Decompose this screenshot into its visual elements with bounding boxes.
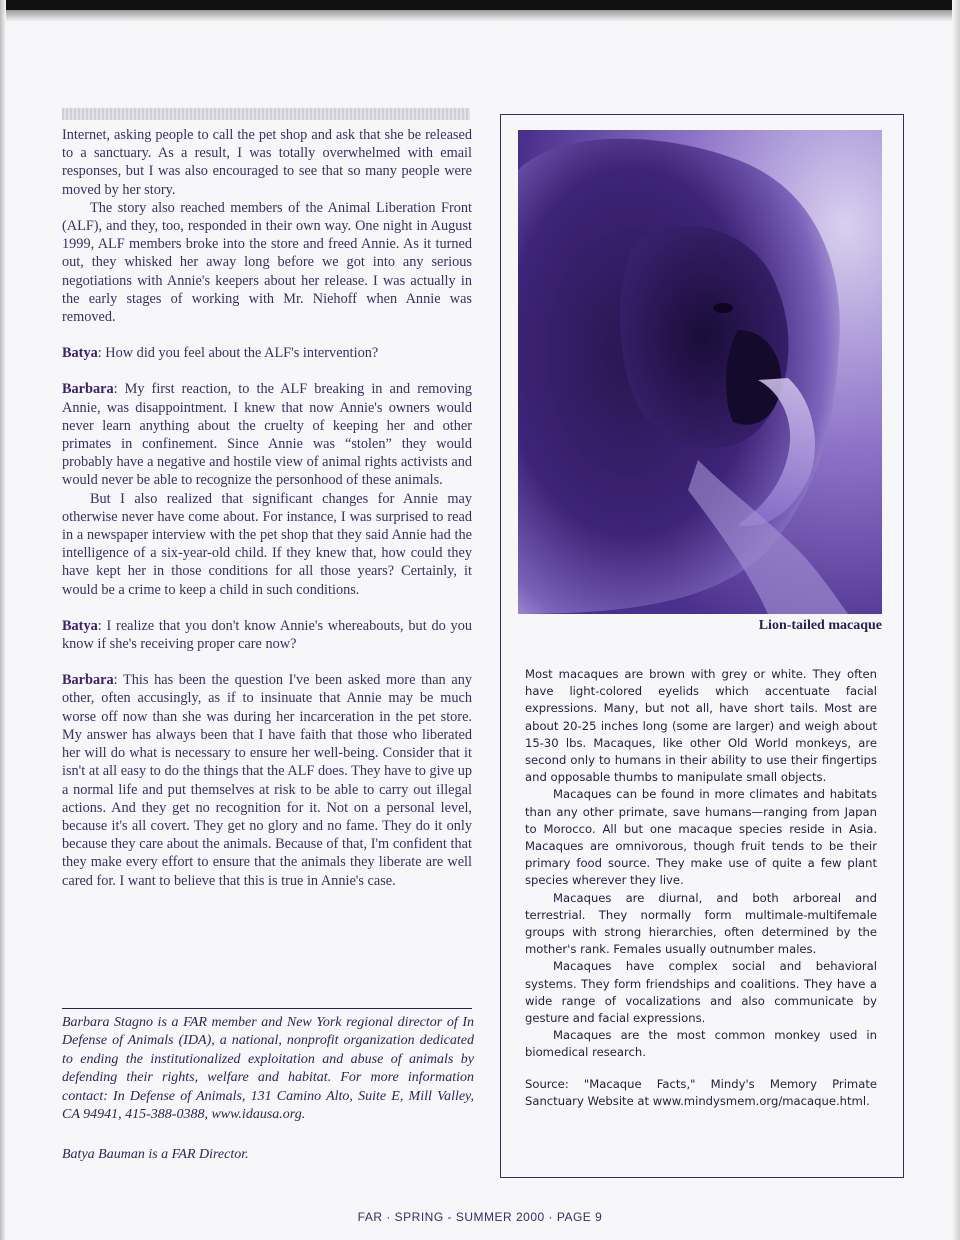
fact-paragraph: Most macaques are brown with grey or white. They often have light-colored eyelids which accentuate facial expressions. Many, but not all, have short tails. Most are about 20-25 inches long (some are larger) and weigh about 15-30 lbs. Macaques, like other Old World monkeys, are second only to humans in their ability to use their fingertips and opposable thumbs to manipulate small objects. xyxy=(525,667,877,785)
speaker-label: Batya xyxy=(62,617,98,634)
answer-paragraph xyxy=(62,380,472,489)
speaker-label: Batya xyxy=(62,345,98,362)
scan-left-shadow xyxy=(0,0,6,1240)
question-paragraph xyxy=(62,617,472,653)
monkey-photo xyxy=(518,130,882,614)
fact-paragraph: Macaques can be found in more climates and habitats than any other primate, save humans—ranging from Japan to Morocco. All but one macaque species reside in Asia. Macaques are omnivorous, though fruit tends to be their primary food source. They make use of quite a few plant species wherever they live. xyxy=(525,787,877,888)
answer-text: : This has been the question I've been asked more than any other, often accusingly, as if to insinuate that Annie may be much worse off now than she was during her incarceration in the pet store. My answer has always been that I have faith that those who liberated her will do what is necessary to ensure her well-being. Consider that it isn't at all easy to do the things that the ALF does. They have to give up a normal life and put themselves at risk to be able to carry out illegal actions. And they get no recognition for it. Not on a personal level, because it's all covert. They get no glory and no fame. They do it only because they care about the animals. Because of that, I'm confident that they make every effort to ensure that the animals they liberate are well cared for. I want to believe that this is true in Annie's case. xyxy=(62,672,472,889)
fact-paragraph: Macaques have complex social and behavioral systems. They form friendships and coalitions. They have a wide range of vocalizations and also communicate by gesture and facial expressions. xyxy=(525,959,877,1026)
scan-top-shadow xyxy=(0,10,960,22)
bio-divider xyxy=(62,1008,472,1009)
interview-column xyxy=(62,126,472,890)
header-rule-bar xyxy=(62,108,470,120)
macaque-image-icon xyxy=(518,130,882,614)
scan-right-shadow xyxy=(952,0,960,1240)
macaque-facts xyxy=(525,666,877,1110)
question-paragraph xyxy=(62,344,472,362)
paragraph: The story also reached members of the Animal Liberation Front (ALF), and they, too, responded in their own way. One night in August 1999, ALF members broke into the store and freed Annie. As it turned out, they whisked her away long before we got into any serious negotiations with Annie's keepers about her release. I was actually in the early stages of working with Mr. Niehoff when Annie was removed. xyxy=(62,199,472,326)
fact-paragraph: Macaques are diurnal, and both arboreal and terrestrial. They normally form multimale-multifemale groups with strong hierarchies, often determined by the mother's rank. Females usually outnumber males. xyxy=(525,890,877,957)
paragraph: But I also realized that significant changes for Annie may otherwise never have come about. For instance, I was surprised to read in a newspaper interview with the pet shop that they said Annie had the intelligence of a six-year-old child. If they knew that, how could they have kept her in those conditions for all those years? Certainly, it would be a crime to keep a child in such conditions. xyxy=(62,490,472,598)
question-text: : I realize that you don't know Annie's whereabouts, but do you know if she's receiving proper care now? xyxy=(62,617,472,653)
paragraph: Internet, asking people to call the pet shop and ask that she be released to a sanctuary. As a result, I was totally overwhelmed with email responses, but I was also encouraged to see that so many people were moved by her story. xyxy=(62,127,472,198)
page-footer: FAR · SPRING - SUMMER 2000 · PAGE 9 xyxy=(357,1210,603,1224)
answer-text: : My first reaction, to the ALF breaking in and removing Annie, was disappointment. I knew that now Annie's owners would never learn anything about the cruelty of keeping her and other primates in confinement. Since Annie was “stolen” they would probably have a negative and hostile view of animal rights activists and would never be able to recognize the personhood of these animals. xyxy=(62,381,472,489)
author-bio: Barbara Stagno is a FAR member and New York regional director of In Defense of Animals (IDA), a national, nonprofit organization dedicated to ending the institutionalized exploitation and abuse of animals by defending their rights, welfare and habitat. For more information contact: In Defense of Animals, 131 Camino Alto, Suite E, Mill Valley, CA 94941, 415-388-0388, www.idausa.org. xyxy=(62,1015,474,1123)
photo-caption: Lion-tailed macaque xyxy=(758,618,882,633)
answer-paragraph xyxy=(62,671,472,889)
source-note: Source: "Macaque Facts," Mindy's Memory Primate Sanctuary Website at www.mindysmem.org/macaque.html. xyxy=(525,1076,877,1108)
director-note: Batya Bauman is a FAR Director. xyxy=(62,1147,249,1162)
speaker-label: Barbara xyxy=(62,672,114,689)
speaker-label: Barbara xyxy=(62,381,114,398)
question-text: : How did you feel about the ALF's intervention? xyxy=(97,345,379,362)
fact-paragraph: Macaques are the most common monkey used in biomedical research. xyxy=(525,1028,877,1060)
scan-top-edge xyxy=(0,0,960,10)
